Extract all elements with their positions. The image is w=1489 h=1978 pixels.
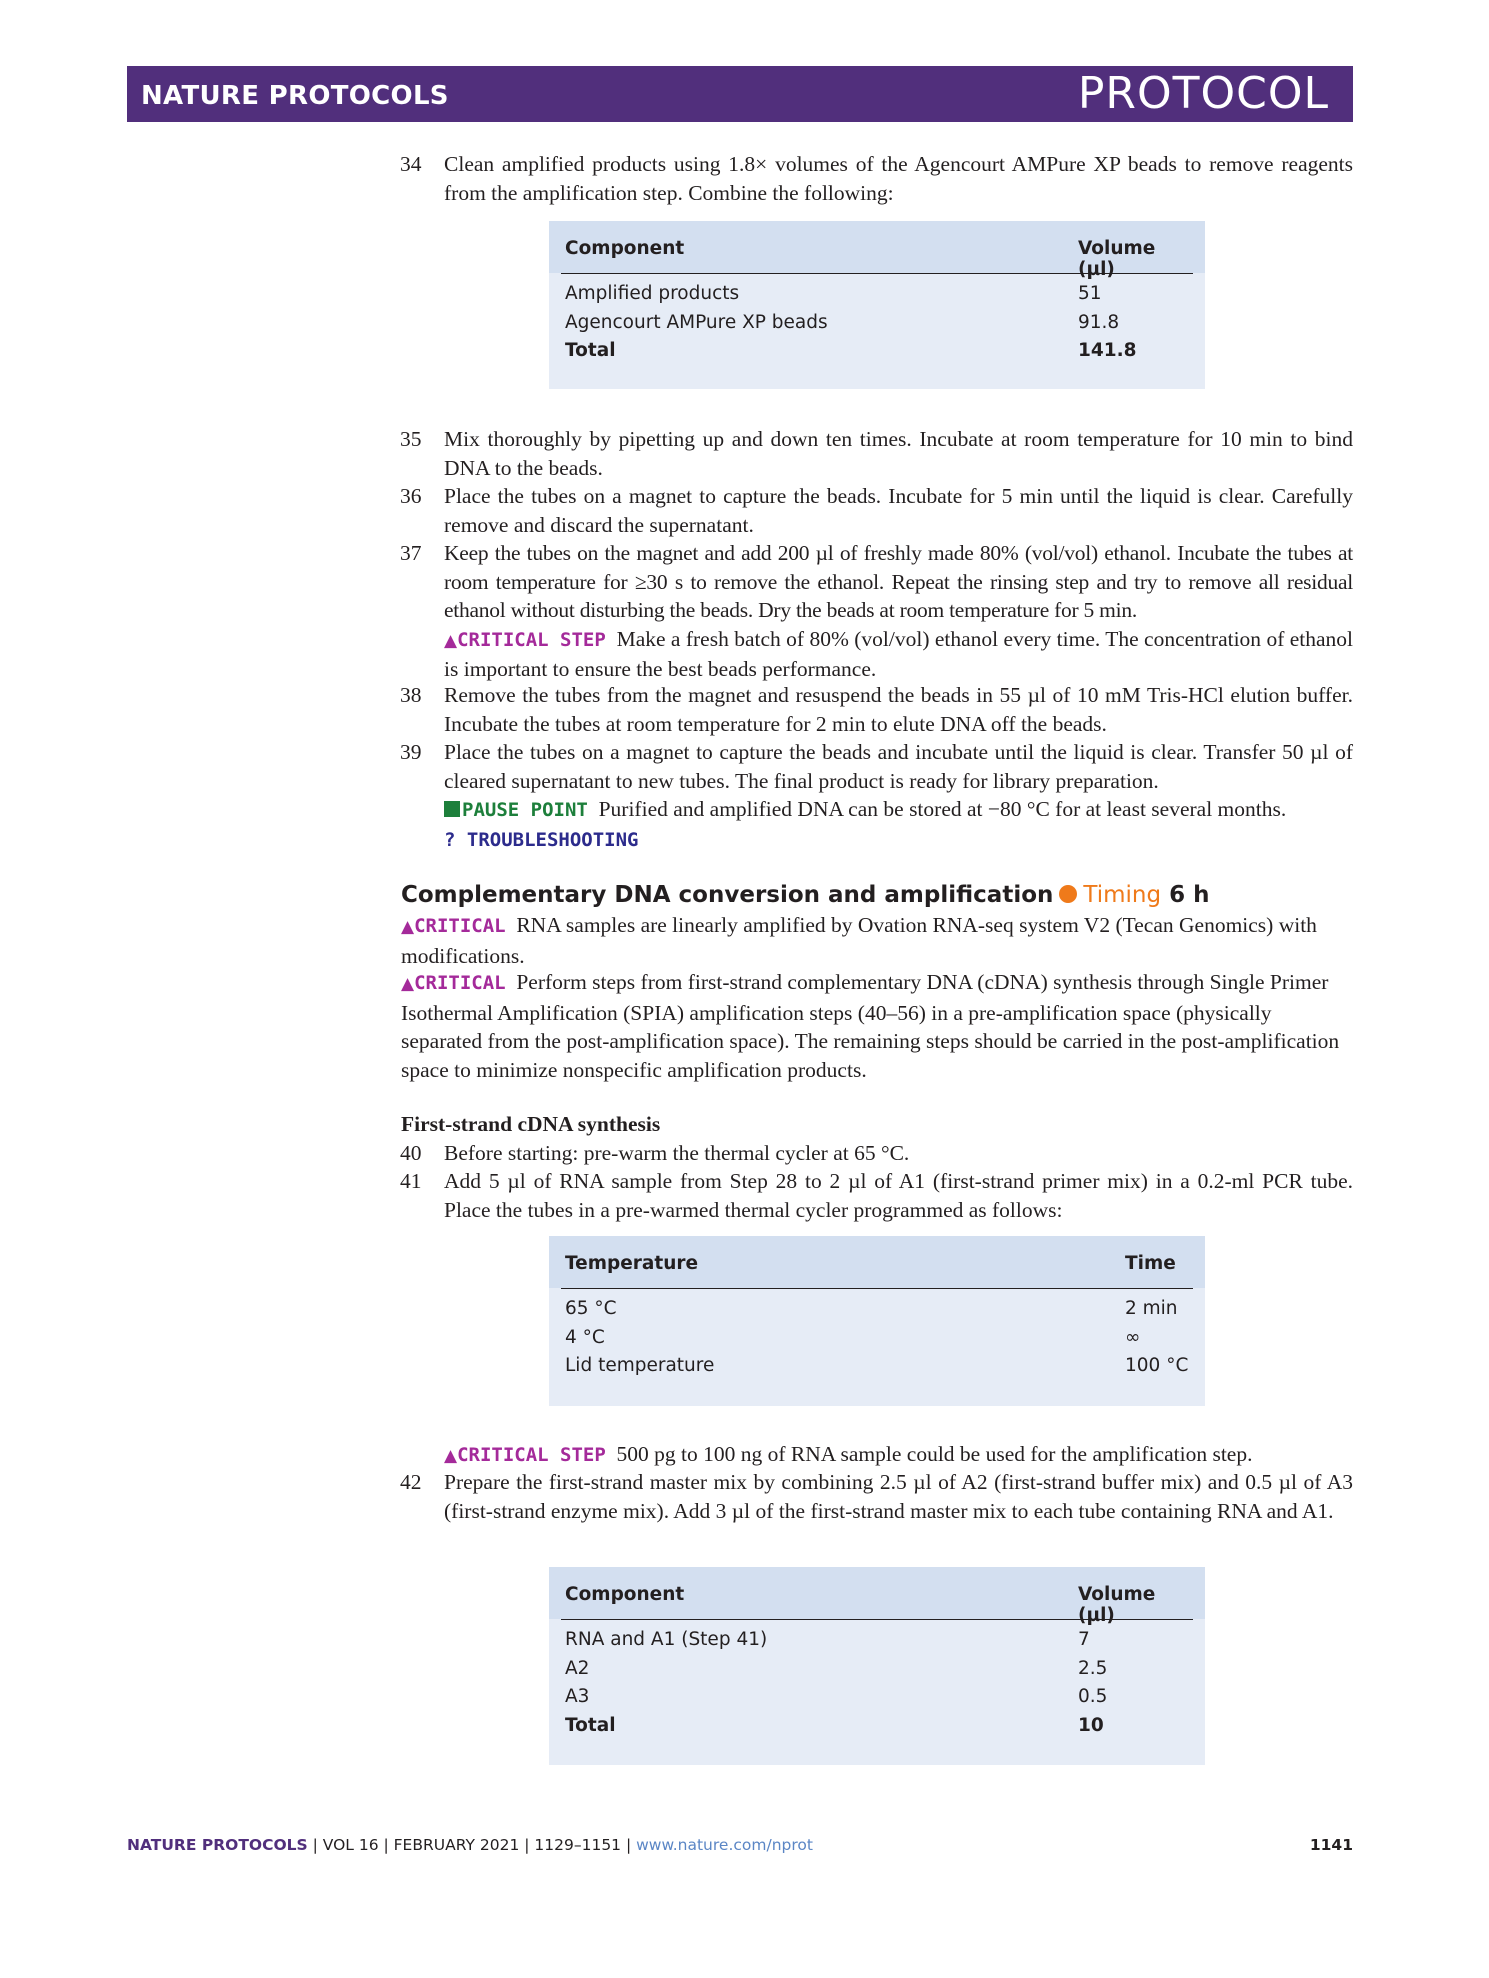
table-cell: Total [565,340,616,361]
table-row [549,1327,1205,1356]
step-37 [400,539,1354,684]
table-row [549,283,1205,312]
table-header-cell: Volume (µl) [1078,238,1156,280]
table-header [561,1236,1193,1289]
step-text: Mix thoroughly by pipetting up and down ten times. Incubate at room temperature for 10 min to bind DNA to the beads. [444,427,1353,480]
critical-step-note [444,1440,1353,1471]
section-title: Complementary DNA conversion and amplification [401,882,1054,908]
critical-step-text: 500 pg to 100 ng of RNA sample could be used for the amplification step. [616,1442,1253,1466]
critical-text: RNA samples are linearly amplified by Ovation RNA-seq system V2 (Tecan Genomics) with modifications. [401,913,1317,968]
table-header-cell: Component [565,238,685,259]
step-text: Remove the tubes from the magnet and resuspend the beads in 55 µl of 10 mM Tris-HCl elution buffer. Incubate the tubes at room temperature for 2 min to elute DNA off the beads. [444,683,1353,736]
table-header [561,1567,1193,1626]
step-41-critical [444,1440,1353,1471]
step-text: Clean amplified products using 1.8× volumes of the Agencourt AMPure XP beads to remove reagents from the amplification step. Combine the following: [444,152,1353,205]
components-table-2 [549,1567,1205,1765]
table-total-row [549,340,1205,369]
pause-square-icon [444,801,460,817]
table-cell: Total [565,1714,616,1736]
pause-point-text: Purified and amplified DNA can be stored at −80 °C for at least several months. [598,797,1287,821]
critical-label: ▲CRITICAL [401,915,506,937]
table-row [549,1686,1205,1715]
page-number: 1141 [1309,1836,1353,1854]
table-cell: 65 °C [565,1298,617,1319]
step-42 [400,1468,1353,1525]
thermal-cycler-table [549,1236,1205,1406]
footer-journal: NATURE PROTOCOLS [127,1836,308,1854]
section-critical-1 [401,911,1353,970]
table-cell: 91.8 [1078,311,1120,333]
step-number: 40 [400,1141,422,1165]
page-footer [127,1836,1353,1854]
table-cell: 4 °C [565,1326,605,1348]
step-number: 39 [400,740,422,764]
table-cell: 10 [1078,1714,1104,1736]
table-cell: 7 [1078,1629,1090,1650]
table-cell: Lid temperature [565,1355,715,1376]
step-text: Before starting: pre-warm the thermal cycler at 65 °C. [444,1141,910,1165]
step-text: Place the tubes on a magnet to capture the beads. Incubate for 5 min until the liquid is clear. Carefully remove and discard the supernatant. [444,484,1353,537]
troubleshooting-link[interactable]: ? TROUBLESHOOTING [444,828,639,851]
critical-text: Perform steps from first-strand complementary DNA (cDNA) synthesis through Single Primer Isothermal Amplification (SPIA) amplification steps (40–56) in a pre-amplification space (physically separated from the post-amplification space). The remaining steps should be carried in the post-amplification space to minimize nonspecific amplification products. [401,970,1340,1082]
critical-label: ▲CRITICAL [401,972,506,994]
table-row [549,1629,1205,1658]
step-text: Prepare the first-strand master mix by combining 2.5 µl of A2 (first-strand buffer mix) and 0.5 µl of A3 (first-strand enzyme mix). Add 3 µl of the first-strand master mix to each tube containing RNA and A1. [444,1470,1353,1523]
step-number: 41 [400,1169,422,1193]
table-row [549,1355,1205,1384]
timing-value: 6 h [1169,882,1210,908]
table-cell: 141.8 [1078,340,1137,361]
section-critical-2 [401,968,1353,1084]
table-header-cell: Temperature [565,1253,699,1274]
warning-triangle-icon: ▲ [401,917,415,937]
section-heading [401,882,1210,908]
warning-triangle-icon: ▲ [401,974,415,994]
step-number: 34 [400,152,422,176]
table-cell: RNA and A1 (Step 41) [565,1629,768,1650]
step-38 [400,681,1353,738]
step-text: Keep the tubes on the magnet and add 200 µl of freshly made 80% (vol/vol) ethanol. Incubate the tubes at room temperature for ≥30 s to remove the ethanol. Repeat the rinsing step and try to remove all residual ethanol without disturbing the beads. Dry the beads at room temperature for 5 min. [444,541,1353,622]
step-39 [400,738,1353,854]
critical-step-text: Make a fresh batch of 80% (vol/vol) ethanol every time. The concentration of ethanol is important to ensure the best beads performance. [444,626,1354,681]
footer-citation: | VOL 16 | FEBRUARY 2021 | 1129–1151 | [307,1836,637,1854]
step-text: Add 5 µl of RNA sample from Step 28 to 2 µl of A1 (first-strand primer mix) in a 0.2-ml PCR tube. Place the tubes in a pre-warmed thermal cycler programmed as follows: [444,1169,1353,1222]
table-header [561,221,1193,280]
table-row [549,1298,1205,1327]
table-cell: Agencourt AMPure XP beads [565,311,828,333]
critical-step-note [444,625,1353,684]
table-cell: 100 °C [1125,1355,1189,1376]
step-40 [400,1139,1353,1168]
table-cell: Amplified products [565,283,740,304]
table-cell: ∞ [1125,1326,1141,1348]
journal-name: NATURE PROTOCOLS [141,81,449,111]
timing-dot-icon [1059,885,1077,903]
pause-point-label: PAUSE POINT [444,799,588,821]
subsection-heading: First-strand cDNA synthesis [401,1112,661,1136]
table-row [549,312,1205,341]
table-total-row [549,1715,1205,1744]
critical-step-label: ▲CRITICAL STEP [444,1444,606,1466]
header-banner [127,66,1353,122]
critical-step-label: ▲CRITICAL STEP [444,628,606,651]
step-number: 35 [400,427,422,451]
step-number: 42 [400,1470,422,1494]
step-number: 38 [400,683,422,707]
footer-url-link[interactable]: www.nature.com/nprot [636,1836,813,1854]
table-cell: 2.5 [1078,1657,1108,1679]
step-34 [400,150,1353,207]
pause-point-note [444,795,1353,825]
table-cell: 51 [1078,283,1102,304]
step-number: 36 [400,484,422,508]
step-text: Place the tubes on a magnet to capture the beads and incubate until the liquid is clear. Transfer 50 µl of cleared supernatant to new tubes. The final product is ready for library preparation. [444,740,1353,793]
table-header-cell: Component [565,1584,685,1605]
step-41 [400,1167,1353,1224]
table-cell: 0.5 [1078,1686,1108,1707]
table-cell: A3 [565,1686,590,1707]
step-36 [400,482,1353,539]
components-table-1 [549,221,1205,389]
table-cell: 2 min [1125,1298,1178,1319]
warning-triangle-icon: ▲ [444,630,458,651]
article-type: PROTOCOL [1077,68,1329,119]
table-row [549,1658,1205,1687]
warning-triangle-icon: ▲ [444,1446,458,1466]
table-header-cell: Volume (µl) [1078,1584,1156,1626]
step-35 [400,425,1353,482]
table-header-cell: Time [1125,1253,1176,1274]
table-cell: A2 [565,1657,590,1679]
step-number: 37 [400,541,422,565]
timing-label: Timing [1083,882,1162,908]
